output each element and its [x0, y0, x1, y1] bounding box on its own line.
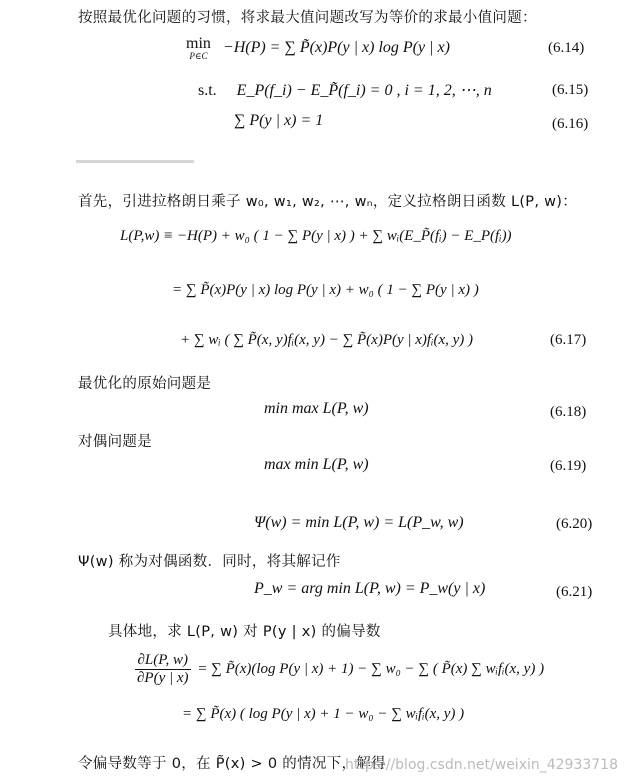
equation-number-6-15: (6.15): [552, 82, 589, 98]
scan-artifact: [76, 160, 194, 163]
equation-6-17-line-3: + ∑ wᵢ ( ∑ P̃(x, y)fᵢ(x, y) − ∑ P̃(x)P(y | x)fᵢ(x, y) ): [180, 332, 474, 348]
equation-6-19: [264, 456, 369, 474]
paragraph-intro: 按照最优化问题的习惯，将求最大值问题改写为等价的求最小值问题：: [78, 10, 537, 26]
equation-6-17-line-1: L(P,w) ≡ −H(P) + w₀ ( 1 − ∑ P(y | x) ) + ∑ wᵢ(E_P̃(fᵢ) − E_P(fᵢ)): [120, 228, 512, 244]
equation-partial-line-1: $\frac{\partial L(P, w)}{\partial P(y | x)}$ = ∑ P̃(x)(log P(y | x) + 1) − ∑ w₀ − ∑ ( P̃(x) ∑ wᵢfᵢ(x, y) ): [137, 652, 545, 686]
equation-6-16: ∑ P(y | x) = 1: [234, 112, 324, 129]
equation-number-6-16: (6.16): [552, 116, 589, 132]
equation-6-20: Ψ(w) = min L(P, w) = L(P_w, w): [254, 514, 464, 531]
equation-number-6-14: (6.14): [548, 40, 585, 56]
equation-number-6-20: (6.20): [556, 516, 593, 532]
equation-6-18-body: min max L(P, w): [264, 400, 369, 417]
equation-6-17-line-2: = ∑ P̃(x)P(y | x) log P(y | x) + w₀ ( 1 − ∑ P(y | x) ): [172, 282, 479, 298]
paragraph-partial-derivative: 具体地，求 L(P, w) 对 P(y | x) 的偏导数: [108, 624, 381, 640]
paragraph-dual-function: Ψ(w) 称为对偶函数．同时，将其解记作: [78, 554, 341, 570]
equation-6-15: s.t. E_P(f_i) − E_P̃(f_i) = 0 , i = 1, 2, ⋯, n: [198, 82, 492, 99]
equation-number-6-18: (6.18): [550, 404, 587, 420]
paragraph-set-zero: 令偏导数等于 0，在 P̃(x) > 0 的情况下，解得: [78, 756, 386, 772]
equation-number-6-19: (6.19): [550, 458, 587, 474]
equation-6-14: min P∈C −H(P) = ∑ P̃(x)P(y | x) log P(y | x): [186, 35, 450, 61]
equation-6-21: P_w = arg min L(P, w) = P_w(y | x): [254, 580, 486, 597]
paragraph-lagrange: 首先，引进拉格朗日乘子 w₀, w₁, w₂, ⋯, wₙ，定义拉格朗日函数 L(P, w)：: [78, 194, 578, 210]
equation-number-6-17: (6.17): [550, 332, 587, 348]
equation-6-14-body: −H(P) = ∑ P̃(x)P(y | x) log P(y | x): [222, 39, 450, 57]
equation-partial-line-1-body: = ∑ P̃(x)(log P(y | x) + 1) − ∑ w₀ − ∑ ( P̃(x) ∑ wᵢfᵢ(x, y) ): [197, 660, 545, 677]
watermark: https://blog.csdn.net/weixin_42933718: [344, 757, 618, 773]
equation-6-19-body: max min L(P, w): [264, 456, 369, 473]
equation-number-6-21: (6.21): [556, 584, 593, 600]
paragraph-primal: 最优化的原始问题是: [78, 376, 212, 392]
equation-6-15-body: E_P(f_i) − E_P̃(f_i) = 0 , i = 1, 2, ⋯, n: [236, 82, 492, 99]
paragraph-dual: 对偶问题是: [78, 434, 152, 450]
equation-6-18: [264, 400, 369, 418]
equation-partial-line-2: = ∑ P̃(x) ( log P(y | x) + 1 − w₀ − ∑ wᵢfᵢ(x, y) ): [182, 706, 465, 722]
